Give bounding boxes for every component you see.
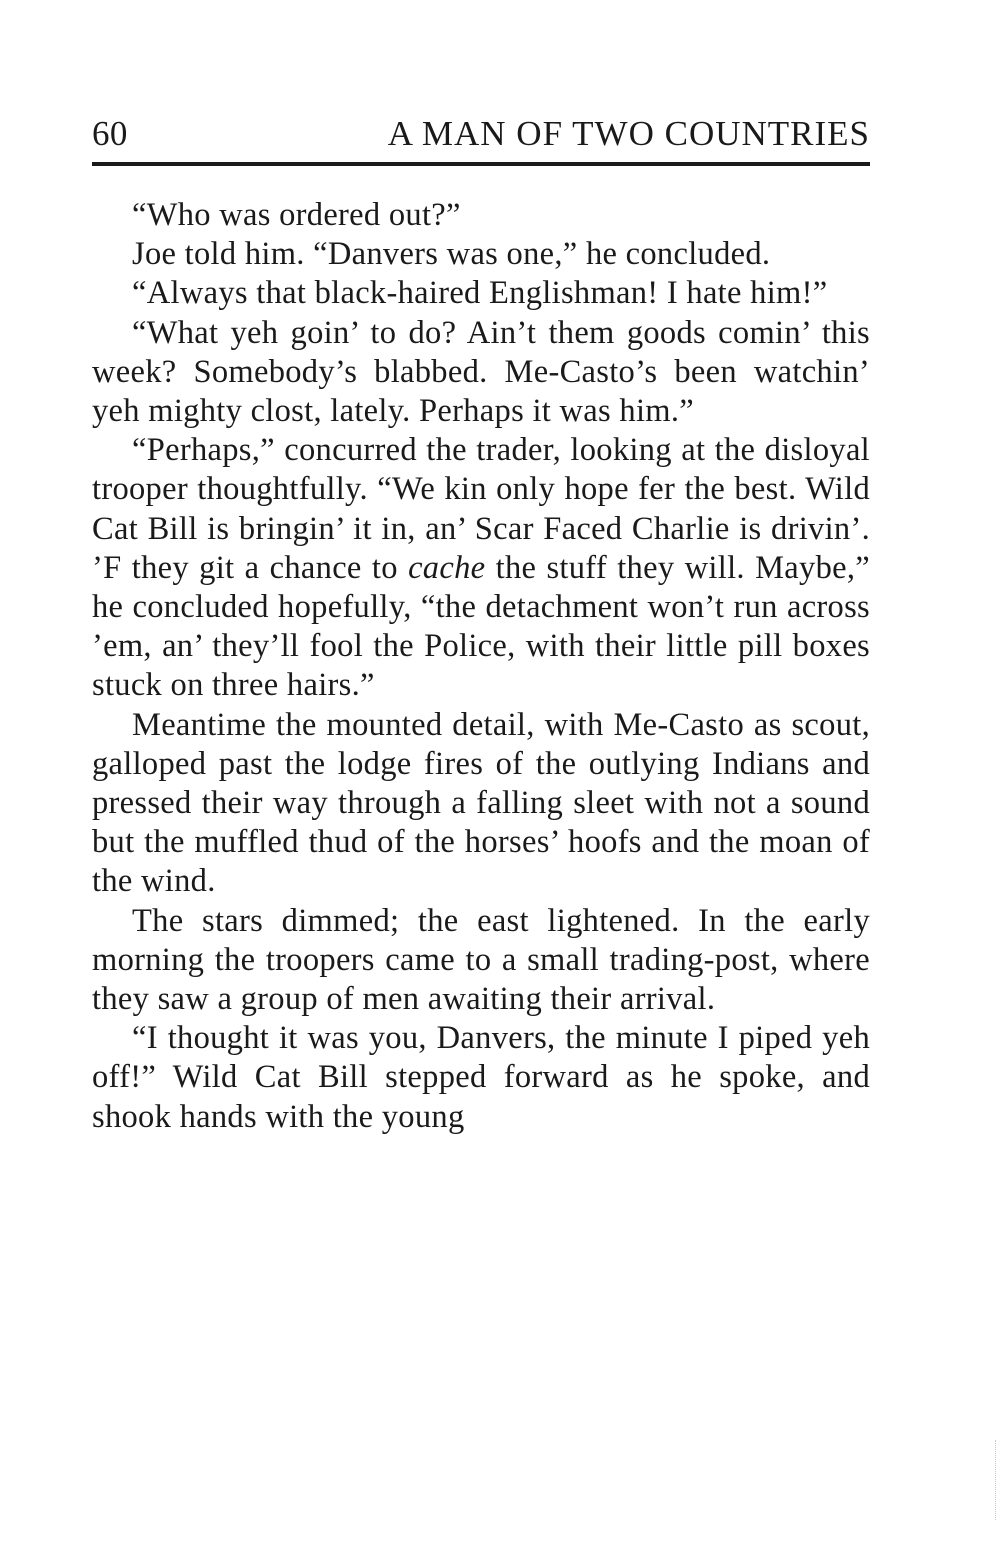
book-page <box>92 112 870 1137</box>
paragraph: Joe told him. “Danvers was one,” he concluded. <box>132 236 771 273</box>
paragraph: The stars dimmed; the east lightened. In the early morning the troopers came to a small trading-post, where they saw a group of men awaiting their arrival. <box>92 902 870 1018</box>
paragraph: “I thought it was you, Danvers, the minute I piped yeh off!” Wild Cat Bill stepped forward as he spoke, and shook hands with the young <box>92 1020 870 1135</box>
header-rule <box>92 162 870 166</box>
paragraph-text: “Perhaps,” concurred the trader, looking at the disloyal trooper thoughtfully. “We kin only hope fer the best. Wild Cat Bill is bringin’ it in, an’ Scar Faced Charlie is drivin’. ’F they git a chance to <box>92 432 870 586</box>
paragraph <box>92 431 870 705</box>
book-title: A MAN OF TWO COUNTRIES <box>387 114 870 153</box>
paragraph: “Who was ordered out?” <box>132 197 461 233</box>
paragraph: “Always that black-haired Englishman! I hate him!” <box>132 275 828 312</box>
scan-edge-mark <box>995 1440 998 1520</box>
page-number: 60 <box>92 114 128 153</box>
paragraph: “What yeh goin’ to do? Ain’t them goods comin’ this week? Somebody’s blabbed. Me-Casto’s been watchin’ yeh mighty clost, lately. Perhaps it was him.” <box>92 314 870 430</box>
italic-word: cache <box>408 549 486 586</box>
paragraph-text: the stuff they will. Maybe,” he concluded hopefully, “the detachment won’t run across ’em, an’ they’ll fool the Police, with their little pill boxes stuck on three hairs.” <box>92 549 870 704</box>
running-head <box>92 112 870 156</box>
paragraph: Meantime the mounted detail, with Me-Casto as scout, galloped past the lodge fires of the outlying Indians and pressed their way through a falling sleet with not a sound but the muffled thud of the horses’ hoofs and the moan of the wind. <box>92 706 870 900</box>
body-text <box>92 196 870 1137</box>
